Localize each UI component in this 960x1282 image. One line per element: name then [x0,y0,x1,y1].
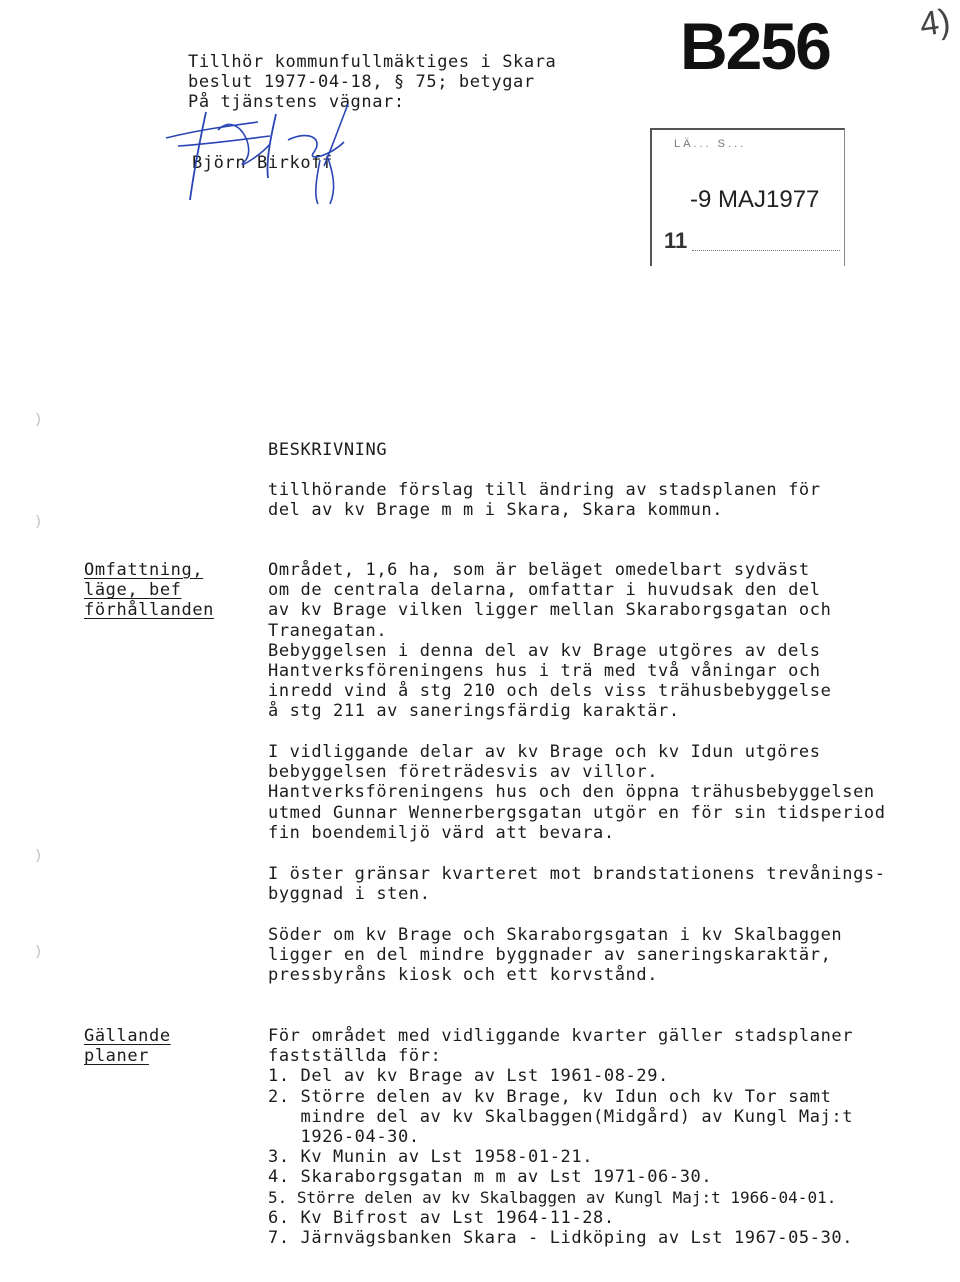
document-id: B256 [680,9,830,83]
paragraph-line: utmed Gunnar Wennerbergsgatan utgör en för sin tidsperiod [268,802,886,823]
margin-mark: ) [36,512,41,528]
subtitle-line: del av kv Brage m m i Skara, Skara kommun. [268,500,724,521]
plan-item: 4. Skaraborgsgatan m m av Lst 1971-06-30. [268,1167,713,1188]
signatory-name: Björn Birkoff [192,152,333,173]
section-paragraph [268,560,831,722]
stamp-number: 11 [664,228,688,253]
section-label-line: Gällande [84,1026,171,1046]
certification-line: Tillhör kommunfullmäktiges i Skara [188,52,557,72]
paragraph-line: Tranegatan. [268,620,388,641]
paragraph-line: Området, 1,6 ha, som är beläget omedelbart sydväst [268,560,810,580]
paragraph-line: pressbyråns kiosk och ett korvstånd. [268,965,659,986]
certification-line: beslut 1977-04-18, § 75; betygar [188,72,535,93]
section-label-gallande-planer [84,1026,171,1066]
section-label-omfattning [84,560,214,621]
paragraph-line: Söder om kv Brage och Skaraborgsgatan i kv Skalbaggen [268,925,843,945]
page-mark: 4) [917,2,953,44]
section-label-line: planer [84,1046,150,1067]
section-label-line: Omfattning, [84,560,204,580]
handwritten-signature [148,100,378,210]
paragraph-line: Hantverksföreningens hus i trä med två våningar och [268,661,821,682]
stamp-date: -9 MAJ1977 [690,186,820,213]
plan-item: 7. Järnvägsbanken Skara - Lidköping av Lst 1967-05-30. [268,1228,854,1249]
paragraph-line: Bebyggelsen i denna del av kv Brage utgöres av dels [268,640,821,661]
paragraph-line: fin boendemiljö värd att bevara. [268,822,615,843]
paragraph-line: å stg 211 av saneringsfärdig karaktär. [268,701,680,722]
received-stamp [650,128,845,266]
plan-item: 1. Del av kv Brage av Lst 1961-08-29. [268,1066,669,1087]
paragraph-line: ligger en del mindre byggnader av saneringskaraktär, [268,945,832,966]
plan-item: 1926-04-30. [268,1127,420,1148]
paragraph-line: Hantverksföreningens hus och den öppna trähusbebyggelsen [268,782,875,803]
section-paragraph [268,925,842,986]
margin-mark: ) [36,942,41,958]
plans-intro-line: fastställda för: [268,1046,442,1067]
margin-mark: ) [36,846,41,862]
paragraph-line: inredd vind å stg 210 och dels viss trähusbebyggelse [268,681,832,702]
paragraph-line: I vidliggande delar av kv Brage och kv Idun utgöres [268,742,821,762]
margin-mark: ) [36,410,41,426]
section-label-line: läge, bef [84,580,182,601]
paragraph-line: byggnad i sten. [268,884,431,905]
plan-item: 2. Större delen av kv Brage, kv Idun och kv Tor samt [268,1086,832,1107]
plan-item: 5. Större delen av kv Skalbaggen av Kungl Maj:t 1966-04-01. [268,1187,837,1207]
plans-intro-line: För området med vidliggande kvarter gäller stadsplaner [268,1026,854,1046]
section-label-line: förhållanden [84,600,215,621]
document-title: BESKRIVNING [268,440,388,460]
stamp-header-text: LÄ... S... [674,138,747,150]
plan-item: 6. Kv Bifrost av Lst 1964-11-28. [268,1207,615,1228]
plan-item: 3. Kv Munin av Lst 1958-01-21. [268,1147,594,1168]
document-subtitle [268,480,821,520]
paragraph-line: av kv Brage vilken ligger mellan Skaraborgsgatan och [268,600,832,621]
section-paragraph [268,864,886,904]
paragraph-line: bebyggelsen företrädesvis av villor. [268,762,659,783]
paragraph-line: om de centrala delarna, omfattar i huvudsak den del [268,580,821,601]
certification-line: På tjänstens vägnar: [188,92,405,113]
paragraph-line: I öster gränsar kvarteret mot brandstationens trevånings- [268,864,886,884]
plans-list [268,1026,853,1248]
section-paragraph [268,742,886,843]
plan-item: mindre del av kv Skalbaggen(Midgård) av Kungl Maj:t [268,1106,854,1127]
stamp-dotted-line [692,250,840,251]
subtitle-line: tillhörande förslag till ändring av stadsplanen för [268,480,821,500]
